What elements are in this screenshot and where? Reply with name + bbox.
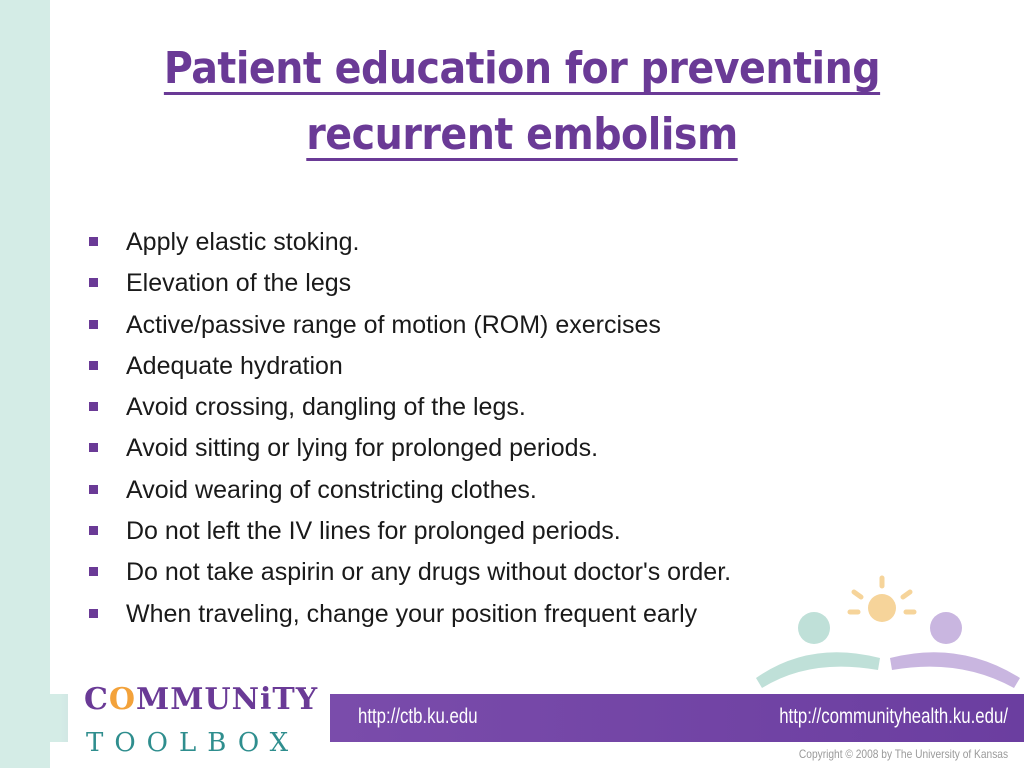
communityhealth-url-link[interactable]: http://communityhealth.ku.edu/ [779, 705, 1008, 728]
square-bullet-icon [89, 485, 98, 494]
community-logo-text: COMMUNiTY [84, 682, 319, 717]
square-bullet-icon [89, 320, 98, 329]
bullet-list [86, 222, 731, 635]
square-bullet-icon [89, 237, 98, 246]
person-head-left-icon [798, 612, 830, 644]
bullet-item: Elevation of the legs [86, 263, 731, 304]
person-head-right-icon [930, 612, 962, 644]
square-bullet-icon [89, 278, 98, 287]
square-bullet-icon [89, 609, 98, 618]
square-bullet-icon [89, 526, 98, 535]
bullet-item: Active/passive range of motion (ROM) exercises [86, 305, 731, 346]
square-bullet-icon [89, 443, 98, 452]
bullet-item: When traveling, change your position frequent early [86, 594, 731, 635]
square-bullet-icon [89, 361, 98, 370]
logo-sun-o: O [108, 682, 137, 717]
ctb-url-link[interactable]: http://ctb.ku.edu [358, 705, 478, 728]
copyright-notice: Copyright © 2008 by The University of Kansas [798, 747, 1008, 761]
square-bullet-icon [89, 402, 98, 411]
community-people-sun-graphic [750, 570, 1024, 696]
bullet-item: Apply elastic stoking. [86, 222, 731, 263]
person-arm-left-icon [756, 652, 880, 688]
toolbox-logo-text: TOOLBOX [86, 728, 300, 758]
bullet-item: Do not take aspirin or any drugs without doctor's order. [86, 552, 731, 593]
sun-icon [850, 578, 914, 622]
bullet-item: Adequate hydration [86, 346, 731, 387]
square-bullet-icon [89, 567, 98, 576]
left-accent-stripe [0, 0, 50, 768]
bullet-item: Avoid sitting or lying for prolonged periods. [86, 428, 731, 469]
bullet-item: Do not left the IV lines for prolonged periods. [86, 511, 731, 552]
bullet-item: Avoid wearing of constricting clothes. [86, 470, 731, 511]
slide-title: Patient education for preventing recurrent embolism [163, 43, 881, 160]
bullet-item: Avoid crossing, dangling of the legs. [86, 387, 731, 428]
person-arm-right-icon [890, 652, 1020, 688]
